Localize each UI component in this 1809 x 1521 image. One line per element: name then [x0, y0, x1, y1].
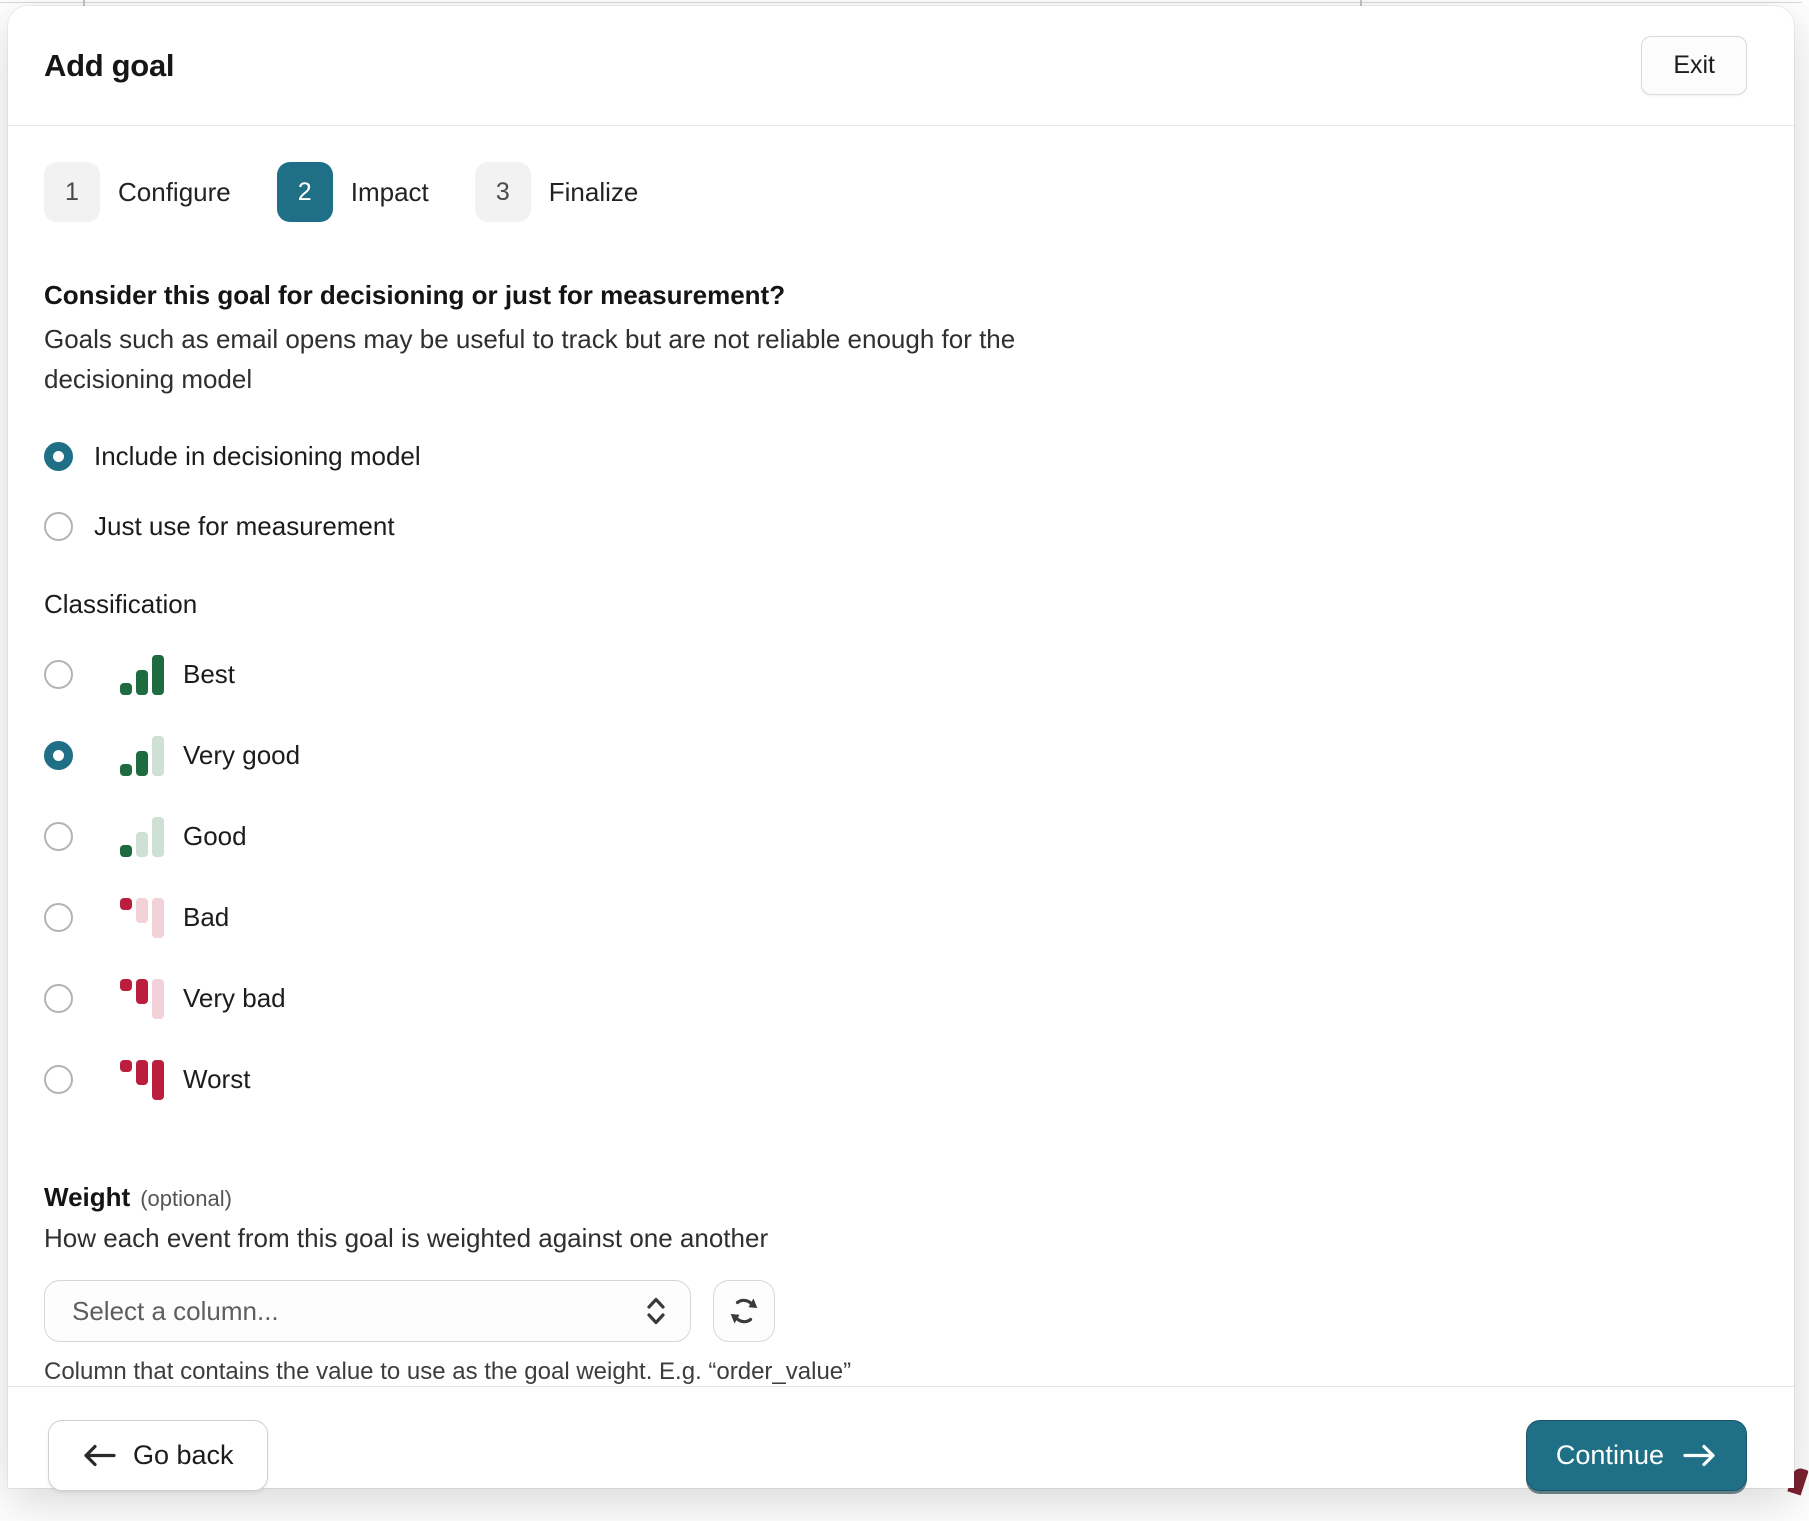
select-placeholder: Select a column...: [72, 1295, 279, 1326]
weight-helper-text: Column that contains the value to use as the goal weight. E.g. “order_value”: [44, 1358, 852, 1385]
step-number-badge-active: 2: [277, 162, 333, 222]
step-label: Finalize: [548, 176, 639, 207]
decisioning-radio-group: [44, 421, 1747, 561]
bars-rising-3-dark-green-icon: [120, 655, 164, 695]
weight-label: Weight: [44, 1182, 131, 1212]
classification-option-very-bad[interactable]: [44, 958, 1747, 1039]
modal-footer: [8, 1386, 1794, 1521]
modal-body: [8, 126, 1794, 1386]
step-number-badge: 3: [475, 162, 531, 222]
bars-rising-2-dark-1-light-green-icon: [120, 736, 164, 776]
bars-falling-1-dark-2-light-red-icon: [120, 898, 164, 938]
add-goal-modal: [8, 6, 1794, 1488]
weight-section: [44, 1182, 1747, 1386]
page-title: Add goal: [44, 47, 175, 83]
go-back-button[interactable]: [48, 1420, 268, 1491]
option-label: Very bad: [183, 983, 286, 1013]
continue-button[interactable]: [1526, 1420, 1747, 1491]
weight-description: How each event from this goal is weighted against one another: [44, 1223, 769, 1253]
classification-option-very-good[interactable]: [44, 715, 1747, 796]
classification-option-good[interactable]: [44, 796, 1747, 877]
bars-rising-1-dark-2-light-green-icon: [120, 817, 164, 857]
weight-optional-label: (optional): [140, 1186, 232, 1211]
radio-unselected-icon[interactable]: [44, 1065, 73, 1094]
continue-label: Continue: [1555, 1440, 1664, 1470]
decisioning-section: [44, 280, 1747, 399]
step-label: Configure: [118, 176, 231, 207]
refresh-icon: [728, 1295, 760, 1327]
go-back-label: Go back: [133, 1440, 234, 1470]
option-label: Bad: [183, 902, 230, 932]
radio-selected-icon[interactable]: [44, 741, 73, 770]
classification-options: [44, 634, 1747, 1120]
option-label: Worst: [183, 1064, 251, 1094]
weight-column-select[interactable]: [44, 1280, 691, 1342]
radio-unselected-icon[interactable]: [44, 512, 73, 541]
arrow-left-icon: [82, 1442, 116, 1469]
option-label: Very good: [183, 740, 301, 770]
radio-unselected-icon[interactable]: [44, 822, 73, 851]
classification-option-bad[interactable]: [44, 877, 1747, 958]
step-finalize[interactable]: [475, 162, 639, 222]
classification-label: Classification: [44, 589, 198, 619]
weight-controls: [44, 1280, 1747, 1342]
arrow-right-icon: [1683, 1442, 1717, 1469]
option-label: Good: [183, 821, 247, 851]
classification-option-best[interactable]: [44, 634, 1747, 715]
decisioning-question: Consider this goal for decisioning or just for measurement?: [44, 280, 786, 310]
exit-button[interactable]: Exit: [1641, 36, 1747, 95]
modal-header: [8, 6, 1794, 126]
weight-heading: [44, 1182, 1747, 1213]
step-configure[interactable]: [44, 162, 231, 222]
step-impact[interactable]: [277, 162, 429, 222]
option-label: Best: [183, 659, 236, 689]
radio-unselected-icon[interactable]: [44, 660, 73, 689]
option-label: Include in decisioning model: [94, 440, 421, 471]
wizard-steps: [44, 162, 1747, 222]
bars-falling-3-dark-red-icon: [120, 1060, 164, 1100]
radio-selected-icon[interactable]: [44, 442, 73, 471]
background-page-divider: [0, 2, 1802, 3]
decisioning-description: Goals such as email opens may be useful to track but are not reliable enough for the decisioning model: [44, 324, 1016, 394]
refresh-columns-button[interactable]: [713, 1280, 775, 1342]
classification-option-worst[interactable]: [44, 1039, 1747, 1120]
option-label: Just use for measurement: [94, 510, 395, 541]
step-number-badge: 1: [44, 162, 100, 222]
chevron-up-down-icon: [644, 1294, 668, 1328]
step-label: Impact: [350, 176, 429, 207]
radio-unselected-icon[interactable]: [44, 984, 73, 1013]
bars-falling-2-dark-1-light-red-icon: [120, 979, 164, 1019]
radio-unselected-icon[interactable]: [44, 903, 73, 932]
option-include-in-decisioning-model[interactable]: [44, 421, 1747, 491]
option-just-use-for-measurement[interactable]: [44, 491, 1747, 561]
